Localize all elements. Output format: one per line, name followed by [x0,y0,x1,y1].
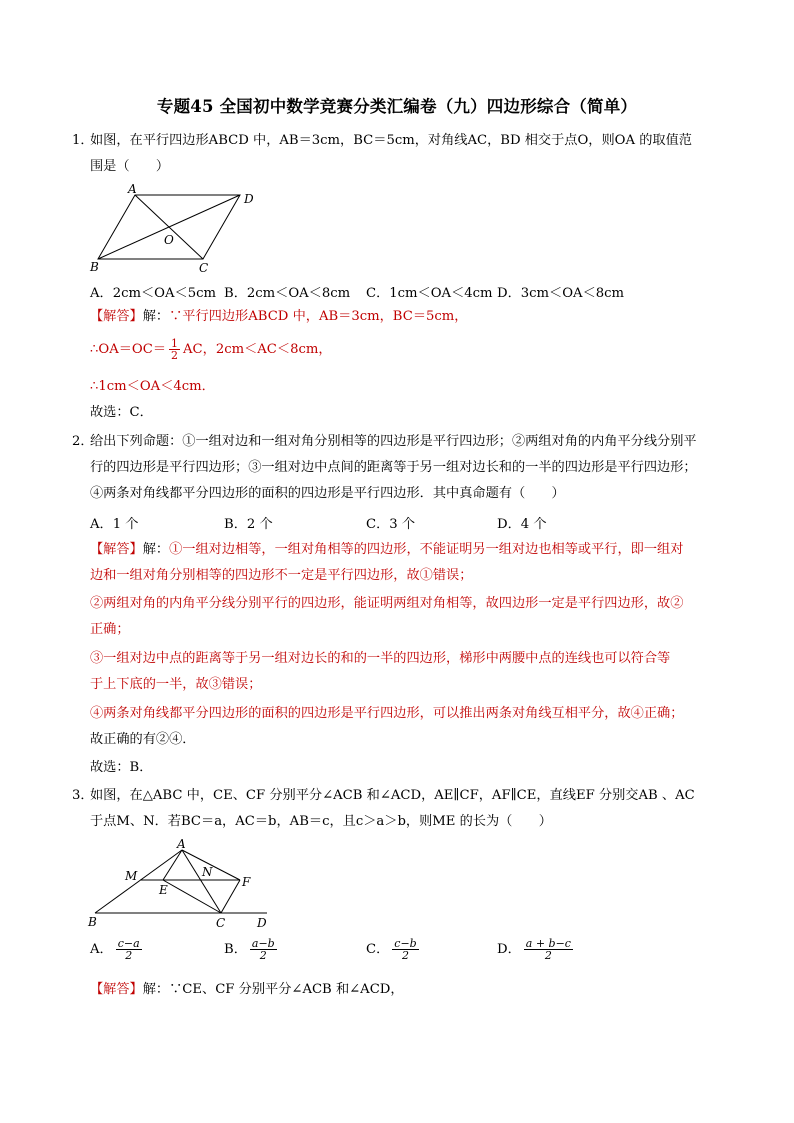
q2-solution-line4: 正确； [90,622,130,637]
q1-number: 1． [72,133,94,148]
q1-label-o: O [164,233,174,247]
q3-option-c: C． $\frac{c-b}{2}$ [366,937,417,962]
q3-number: 3． [72,788,94,803]
q1-label-a: A [128,183,137,196]
q3-label-b: B [88,915,97,929]
q2-option-b: B．2 个 [224,517,273,532]
q2-solution-line1: 【解答】解：①一组对边相等，一组对角相等的四边形，不能证明另一组对边也相等或平行，即一组对 [90,542,684,557]
q3-option-a: A． $\frac{c-a}{2}$ [90,937,140,962]
q1-label-b: B [90,260,99,274]
q2-solution-tag: 【解答】 [90,542,143,557]
q2-stem-line1: 给出下列命题：①一组对边和一组对角分别相等的四边形是平行四边形；②两组对角的内角平分线分别平 [90,434,697,449]
q1-label-d: D [244,192,254,206]
q3-label-a: A [177,838,186,851]
q1-option-c: C．1cm＜OA＜4cm [366,286,493,301]
q1-stem-line1: 如图，在平行四边形ABCD 中，AB＝3cm，BC＝5cm，对角线AC，BD 相交于点O，则OA 的取值范 [90,133,692,148]
q1-solution-tag: 【解答】 [90,309,143,324]
q1-option-d: D．3cm＜OA＜8cm [497,286,625,301]
q1-solution-line4: 故选：C． [90,405,153,420]
q1-solution-line2: ∴OA＝OC＝ $\frac{1}{2}$ AC，2cm＜AC＜8cm， [90,337,332,362]
q3-solution-line1: 【解答】解：∵CE、CF 分别平分∠ACB 和∠ACD， [90,982,404,997]
q3-label-d: D [257,916,267,930]
q2-solution-line3: ②两组对角的内角平分线分别平行的四边形，能证明两组对角相等，故四边形一定是平行四边形，故② [90,596,684,611]
q3-label-f: F [242,875,251,889]
q2-stem-line2: 行的四边形是平行四边形；③一组对边中点间的距离等于另一组对边长和的一半的四边形是平行四边形； [90,460,697,475]
q3-label-c: C [216,916,226,930]
q2-solution-line7: ④两条对角线都平分四边形的面积的四边形是平行四边形，可以推出两条对角线互相平分，故④正确； [90,706,684,721]
q2-solution-line2: 边和一组对角分别相等的四边形不一定是平行四边形，故①错误； [90,568,473,583]
q3-option-d: D． $\frac{a + b-c}{2}$ [497,937,571,962]
q2-solution-line9: 故选：B． [90,760,153,775]
q3-label-n: N [202,865,213,879]
q3-solution-tag: 【解答】 [90,982,143,997]
q3-triangle-figure [85,838,275,930]
q3-label-e: E [159,883,168,897]
q1-solution-line1: 【解答】解：∵平行四边形ABCD 中，AB＝3cm，BC＝5cm， [90,309,468,324]
q1-solution-line3: ∴1cm＜OA＜4cm． [90,379,215,394]
page-title: 专题45 全国初中数学竞赛分类汇编卷（九）四边形综合（简单） [156,97,638,116]
q1-stem-line2: 围是（ ） [90,159,170,174]
q2-number: 2． [72,434,94,449]
q3-stem-line2: 于点M、N．若BC＝a，AC＝b，AB＝c，且c＞a＞b，则ME 的长为（ ） [90,814,552,829]
q2-solution-line5: ③一组对边中点的距离等于另一组对边长的和的一半的四边形，梯形中两腰中点的连线也可以符合等 [90,651,671,666]
q1-label-c: C [199,261,209,275]
q3-stem-line1: 如图，在△ABC 中，CE、CF 分别平分∠ACB 和∠ACD，AE∥CF，AF∥CE，直线EF 分别交AB 、AC [90,788,695,803]
q3-option-b: B． $\frac{a-b}{2}$ [224,937,275,962]
q2-solution-line6: 于上下底的一半，故③错误； [90,677,262,692]
q2-solution-line8: 故正确的有②④． [90,732,196,747]
q3-label-m: M [125,869,138,883]
q1-option-b: B．2cm＜OA＜8cm [224,286,351,301]
q2-stem-line3: ④两条对角线都平分四边形的面积的四边形是平行四边形．其中真命题有（ ） [90,486,565,501]
q2-option-c: C．3 个 [366,517,416,532]
q2-option-a: A．1 个 [90,517,139,532]
q1-option-a: A．2cm＜OA＜5cm [90,286,216,301]
q2-option-d: D．4 个 [497,517,547,532]
q1-parallelogram-figure [85,183,265,275]
q1-half-fraction: $\frac{1}{2}$ [171,337,179,362]
